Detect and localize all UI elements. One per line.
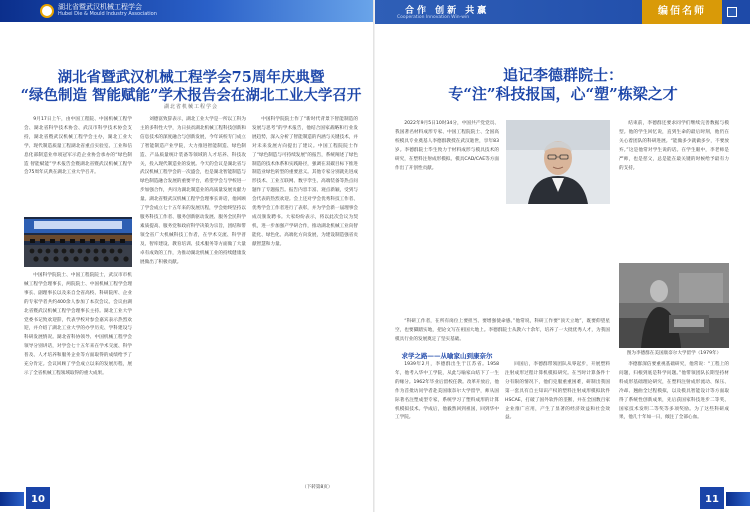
left-footer — [0, 484, 375, 512]
article-column-1-continued — [24, 272, 132, 478]
photo-caption: 图为李德群在美国康奈尔大学留学（1979年） — [626, 351, 722, 356]
article-column-1 — [395, 120, 499, 214]
article-paragraph: 李德群深信要重视基础研究，他常说：“工程上的问题，归根到底是科学问题。”他带领团队长期坚持材料成形基础理论研究，在塑料注射成形流动、保压、冷却、翘曲全过程模拟，以及模具智能设计等方面取得了系统性创新成果，先后获国家科技进步二等奖、国家技术发明二等奖等多项奖励。为了这些科研成果，他几十年如一日，倾注了全部心血。 — [619, 362, 729, 421]
article-paragraph: 回国后，李德群带领团队从零起步，开展塑料注射成形过程计算机模拟研究。在当时计算条件十分有限的情况下，他们克服重重困难，研制出我国第一套具有自主知识产权的塑料注射成形模拟软件HSCAE，打破了国外软件的垄断，并在全国数百家企业推广应用，产生了显著的经济效益和社会效益。 — [505, 362, 610, 421]
right-header — [375, 0, 750, 24]
article-title-line1: 湖北省暨武汉机械工程学会75周年庆典暨 — [57, 69, 325, 86]
article-column-1c — [395, 361, 499, 479]
article-paragraph: 结束前，李德群还要求同学们继续完善数据与模型。他的学生回忆说，直到生命的最后时刻，他仍在关心着团队的科研进展。“能做多少就做多少，不要放弃。”这是他常对学生说的话。在学生眼中，李老师是严师，也是慈父，总是能在最关键的时候给予最有力的支持。 — [619, 121, 729, 171]
article-column-2b — [505, 361, 610, 479]
page-number-value: 11 — [705, 494, 719, 505]
left-header — [0, 0, 375, 22]
section-subheading: 求学之路——从喻家山到康奈尔 — [401, 352, 493, 360]
header-slogan: 合作 创新 共赢 — [405, 6, 490, 16]
association-logo-icon — [40, 4, 54, 18]
footer-bar — [726, 492, 750, 506]
article-paragraph: 1939年2月，李德群出生于江苏省。1958年，他考入华中工学院，从此与喻家山结下了一生的缘分。1962年毕业后留校任教。改革开放后，他作为首批访问学者赴美国康奈尔大学留学，师从国际著名注塑成型专家，系统学习了塑料成形的计算机模拟技术。学成后，他毅然回到祖国，回到华中工学院。 — [395, 362, 499, 421]
article-title-line2: 专“注”科技报国，心“塑”栋梁之才 — [448, 85, 678, 103]
article-column-2 — [140, 116, 246, 479]
article-paragraph: 中国科学院院士、中国工程院院士，武汉市市机械工程学会理事长，两院院士、中国机械工程学会理事长、副理事长以及来自全省高校、科研院所、企业的专家学者共约400余人参加了本次会议。会议由湖北省暨武汉机械工程学会理事长主持。湖北工业大学党委书记致欢迎辞，代表学校对参会嘉宾表示热烈欢迎，并介绍了湖北工业大学的办学历史、学科建设与科研发展情况。湖北省科协领导、中国机械工程学会领导分别讲话，对学会七十五年来在学术交流、科学普及、人才培养和服务企业等方面取得的成绩给予了充分肯定。会议回顾了学会成立以来的发展历程，展示了全省机械工程领域取得的重大成果。 — [24, 273, 132, 376]
historic-photo-image — [619, 263, 729, 348]
article-paragraph: 2022年9月5日10时34分，中国共产党党员、我国著名材料成形专家、中国工程院院士、全国高校模具专业奠基人李德群教授在武汉逝世，享年83岁。李德群院士毕生致力于材料成形与模具技术的研究，在塑料注射成形模拟、模具CAD/CAE等方面作出了开创性贡献。 — [395, 121, 499, 171]
portrait-image — [506, 120, 610, 204]
article-column-3 — [619, 361, 729, 479]
article-author: 湖北省机械工程学会 — [163, 104, 218, 110]
conference-photo-image — [24, 217, 132, 267]
continued-note: （下转第8页） — [302, 485, 333, 490]
header-title: 湖北省暨武汉机械工程学会 — [58, 3, 142, 11]
header-slogan-en: Cooperation Innovation Win-win — [397, 15, 470, 20]
page-number — [26, 487, 50, 509]
article-paragraph: 刘德富致辞表示，湖北工业大学是一所以工科为主的多科性大学，为日扶贫湖北机械工程科技创新和信息技术的深度融合与创新发展，今年该校专门成立了智能制造产业学院，大力推进智能制造、绿色制造、产品质量统计装备等领域的人才培养、科技攻关，投入现代制造业的发展。今天的会议是湖北省与武汉机械工程学会的一次盛会，也是湖北智能制造与绿色制造融合发展的重要平台，希望学会与学校进一步加强合作，共同为湖北制造业的高质量发展贡献力量。湖北省暨武汉机械工程学会理事长讲话，他回顾了学会成立七十五年来的发展历程，学会始终坚持以服务科技工作者、服务创新驱动发展、服务全民科学素质提高、服务党和政府科学决策为宗旨，团结和带领全省广大机械科技工作者，在学术交流、科学普及、智库建设、教育培训、技术服务等方面做了大量卓有成效的工作，为推动湖北机械工业的持续健康发展做出了积极贡献。 — [140, 117, 246, 265]
article-title-line2: “绿色制造 智能赋能”学术报告会在湖北工业大学召开 — [20, 87, 362, 104]
header-subtitle: Hubei Die & Mould Industry Association — [58, 11, 157, 17]
academician-portrait — [506, 120, 610, 204]
article-column-1 — [24, 116, 132, 214]
header-square-icon — [727, 7, 737, 17]
historic-photo — [619, 263, 729, 348]
article-column-3 — [252, 116, 358, 479]
right-footer — [375, 484, 750, 512]
page-number — [700, 487, 724, 509]
article-column-3-top — [619, 120, 729, 258]
article-paragraph: “科研工作者，在所有岗位上要担当、要增强使命感。”他常说，科研工作要“顶天立地”，既要仰望星空，也要脚踏实地，把论文写在祖国大地上。李德群院士从教六十余年，培养了一大批优秀人才，为我国模具行业的发展奠定了坚实基础。 — [395, 319, 610, 342]
article-title-line1: 追记李德群院士： — [502, 66, 623, 84]
conference-photo — [24, 217, 132, 267]
right-page — [375, 0, 750, 512]
footer-bar — [0, 492, 24, 506]
article-paragraph: 9月17日上午，由中国工程院、中国机械工程学会、湖北省科学技术协会、武汉市科学技术协会支持，湖北省暨武汉机械工程学会主办，湖北工业大学、现代制造质量工程湖北省重点实验室、工业和信息化部制造业单项冠军示范企业协会承办的“绿色制造 智能赋能”学术报告会暨湖北省暨武汉机械工程学会75周年庆典在湖北工业大学召开。 — [24, 117, 132, 176]
article-paragraph: 中国科学院院士作了“新时代背景下智能制造的发展与思考”的学术报告，他结合国家战略和行业发展趋势，深入分析了智能制造的内涵与关键技术，并对未来发展方向提出了建议。中国工程院院士作了“绿色制造与可持续发展”的报告，系统阐述了绿色制造的技术体系和实践路径，强调在双碳目标下推进制造业绿色转型的重要意义。其他专家分别就先进成形技术、工业互联网、数字孪生、高端装备等热点问题作了专题报告。报告内容丰富、观点新颖，受到与会代表的热烈欢迎。会上还对学会优秀科技工作者、优秀学会工作者进行了表彰，并为学会新一届理事会成员颁发聘书。大家纷纷表示，将以此次会议为契机，进一步加强产学研合作，推动湖北机械工业向智能化、绿色化、高端化方向发展，为建设制造强省贡献智慧和力量。 — [252, 117, 358, 247]
section-tag: 编佰名师 — [642, 0, 722, 24]
page-number-value: 10 — [31, 494, 45, 505]
